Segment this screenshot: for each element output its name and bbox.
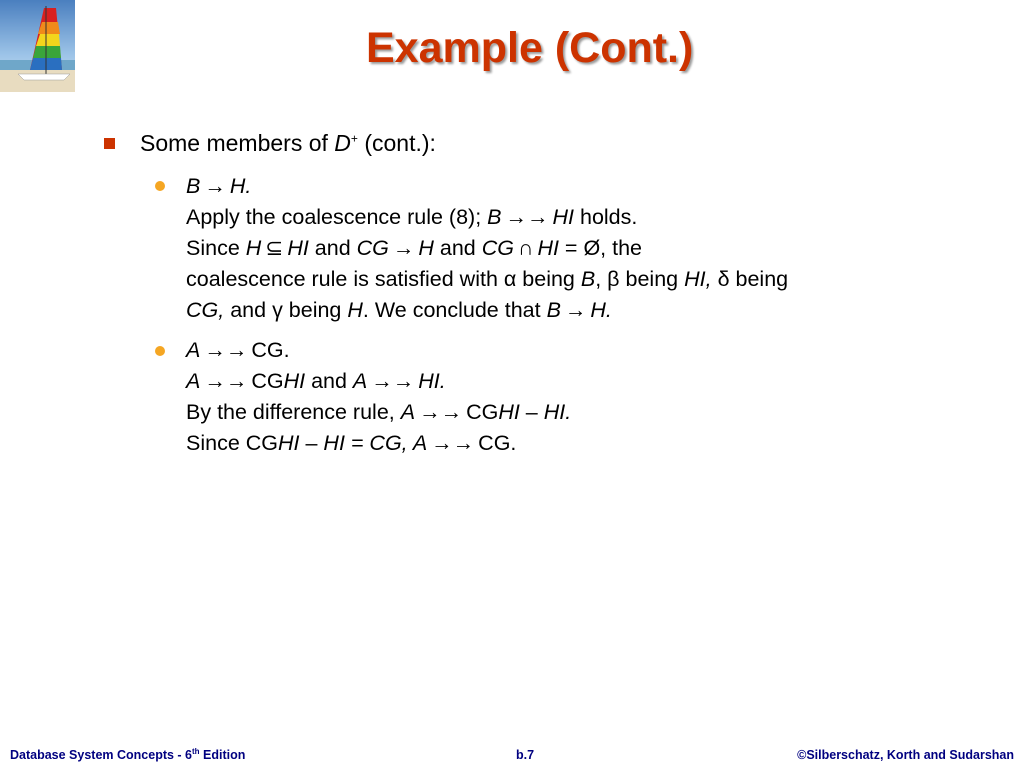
bullet1-line2: Apply the coalescence rule (8); B →→ HI holds. (186, 205, 638, 229)
bullet2-line1: A →→ CG. (186, 338, 290, 362)
bullet2-line3: By the difference rule, A →→ CGHI – HI. (186, 400, 572, 424)
bullet2-line4: Since CGHI – HI = CG, A →→ CG. (186, 431, 517, 455)
level1-text: Some members of D+ (cont.): (140, 130, 436, 156)
bullet-dot-2 (155, 346, 165, 356)
bullet1-line5: CG, and γ being H. We conclude that B → H. (186, 298, 612, 322)
bullet1-line4: coalescence rule is satisfied with α being B, β being HI, δ being (186, 267, 789, 291)
bullet-dot-1 (155, 181, 165, 191)
slide-title: Example (Cont.) (366, 24, 694, 72)
sailboat-logo (0, 0, 75, 92)
bullet1-line1: B → H. (186, 174, 252, 198)
footer-copyright: ©Silberschatz, Korth and Sudarshan (797, 748, 1014, 762)
bullet2-line2: A →→ CGHI and A →→ HI. (186, 369, 446, 393)
bullet-block-2 (186, 335, 571, 459)
bullet-block-1 (186, 171, 788, 326)
level1-bullet (104, 138, 115, 149)
footer-left: Database System Concepts - 6th Edition (10, 746, 246, 762)
bullet1-line3: Since H ⊆ HI and CG → H and CG ∩ HI = Ø, the (186, 236, 643, 260)
footer-page-number: b.7 (516, 748, 535, 762)
